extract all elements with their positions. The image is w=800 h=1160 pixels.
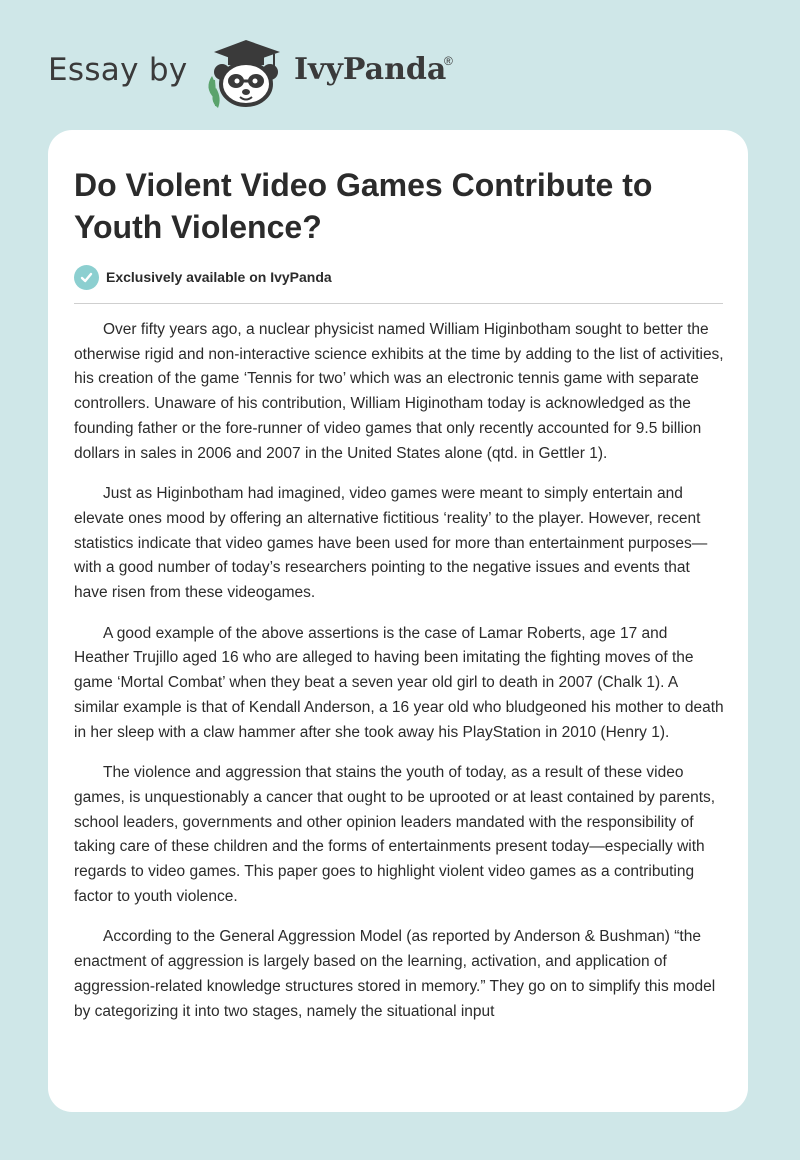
exclusive-badge-label: Exclusively available on IvyPanda: [106, 269, 332, 285]
paragraph: Over fifty years ago, a nuclear physicist named William Higinbotham sought to better the otherwise rigid and non-interactive science exhibits at the time by adding to the list of activities, his creation of the game ‘Tennis for two’ which was an electronic tennis game with separate controllers. Unaware of his contribution, William Higinotham today is acknowledged as the founding father or the fore-runner of video games that only recently accounted for 9.5 billion dollars in sales in 2006 and 2007 in the United States alone (qtd. in Gettler 1).: [74, 321, 724, 462]
check-circle-icon: [74, 265, 99, 290]
paragraph: Just as Higinbotham had imagined, video games were meant to simply entertain and elevate ones mood by offering an alternative fictitious ‘reality’ to the player. However, recent statistics indicate that video games have been used for more than entertainment purposes—with a good number of today’s researchers pointing to the negative issues and events that have risen from these videogames.: [74, 485, 708, 602]
panda-graduate-icon[interactable]: [202, 36, 286, 108]
paragraph: According to the General Aggression Model (as reported by Anderson & Bushman) “the enactment of aggression is largely based on the learning, activation, and application of aggression-related knowledge structures stored in memory.” They go on to simplify this model by categorizing it into two stages, namely the situational input: [74, 928, 716, 1020]
brand-prefix: Essay by: [48, 52, 188, 88]
essay-body: [74, 318, 726, 1040]
brand-name[interactable]: IvyPanda: [294, 52, 447, 87]
registered-mark: ®: [444, 54, 453, 68]
paragraph: The violence and aggression that stains the youth of today, as a result of these video games, is unquestionably a cancer that ought to be uprooted or at least contained by parents, school leaders, governments and other opinion leaders mandated with the responsibility of taking care of these children and the forms of entertainments present today—especially with regards to video games. This paper goes to highlight violent video games as a contributing factor to youth violence.: [74, 764, 716, 905]
divider: [74, 303, 723, 304]
essay-card: [48, 130, 748, 1112]
exclusive-badge: [74, 264, 332, 290]
page-title: Do Violent Video Games Contribute to Youth Violence?: [74, 167, 653, 245]
site-header: [48, 32, 508, 112]
paragraph: A good example of the above assertions is the case of Lamar Roberts, age 17 and Heather Trujillo aged 16 who are alleged to having been imitating the fighting moves of the game ‘Mortal Combat’ when they beat a seven year old girl to death in 2007 (Chalk 1). A similar example is that of Kendall Anderson, a 16 year old who bludgeoned his mother to death in her sleep with a claw hammer after she took away his PlayStation in 2010 (Henry 1).: [74, 624, 724, 741]
